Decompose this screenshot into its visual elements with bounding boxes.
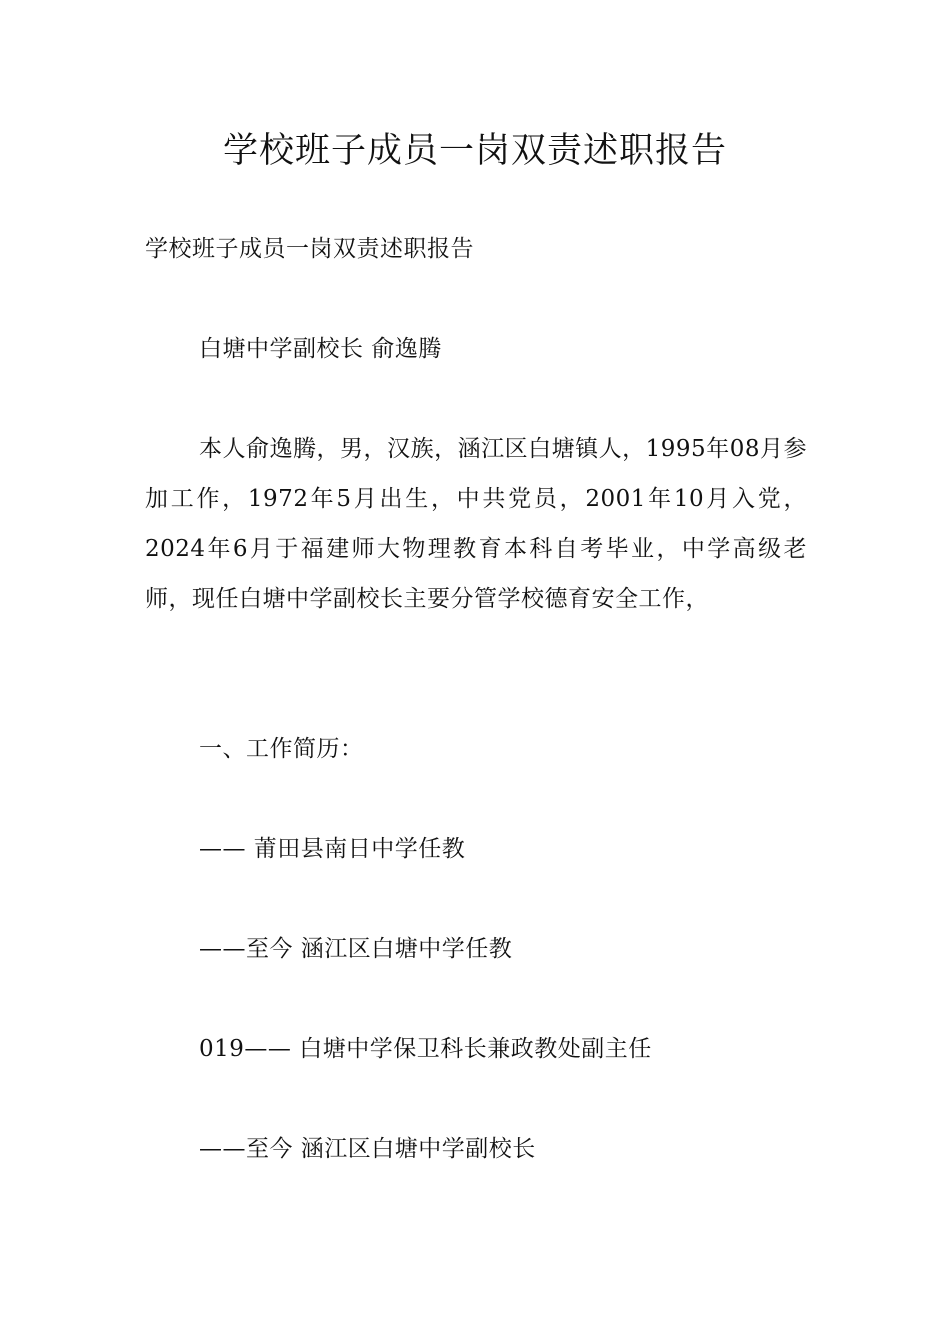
- intro-paragraph: 本人俞逸腾，男，汉族，涵江区白塘镇人，1995年08月参加工作，1972年5月出生，中共党员，2001年10月入党，2024年6月于福建师大物理教育本科自考毕业，中学高级老师，现任白塘中学副校长主要分管学校德育安全工作，: [145, 436, 807, 612]
- document-subtitle: 学校班子成员一岗双责述职报告: [145, 236, 474, 262]
- author-line: 白塘中学副校长 俞逸腾: [199, 336, 442, 362]
- history-item: —— 莆田县南日中学任教: [199, 836, 466, 862]
- history-item: ——至今 涵江区白塘中学副校长: [199, 1136, 536, 1162]
- history-item: ——至今 涵江区白塘中学任教: [199, 936, 513, 962]
- document-title: 学校班子成员一岗双责述职报告: [222, 131, 727, 171]
- history-item: 019—— 白塘中学保卫科长兼政教处副主任: [199, 1036, 652, 1062]
- section-heading: 一、工作简历：: [199, 736, 364, 762]
